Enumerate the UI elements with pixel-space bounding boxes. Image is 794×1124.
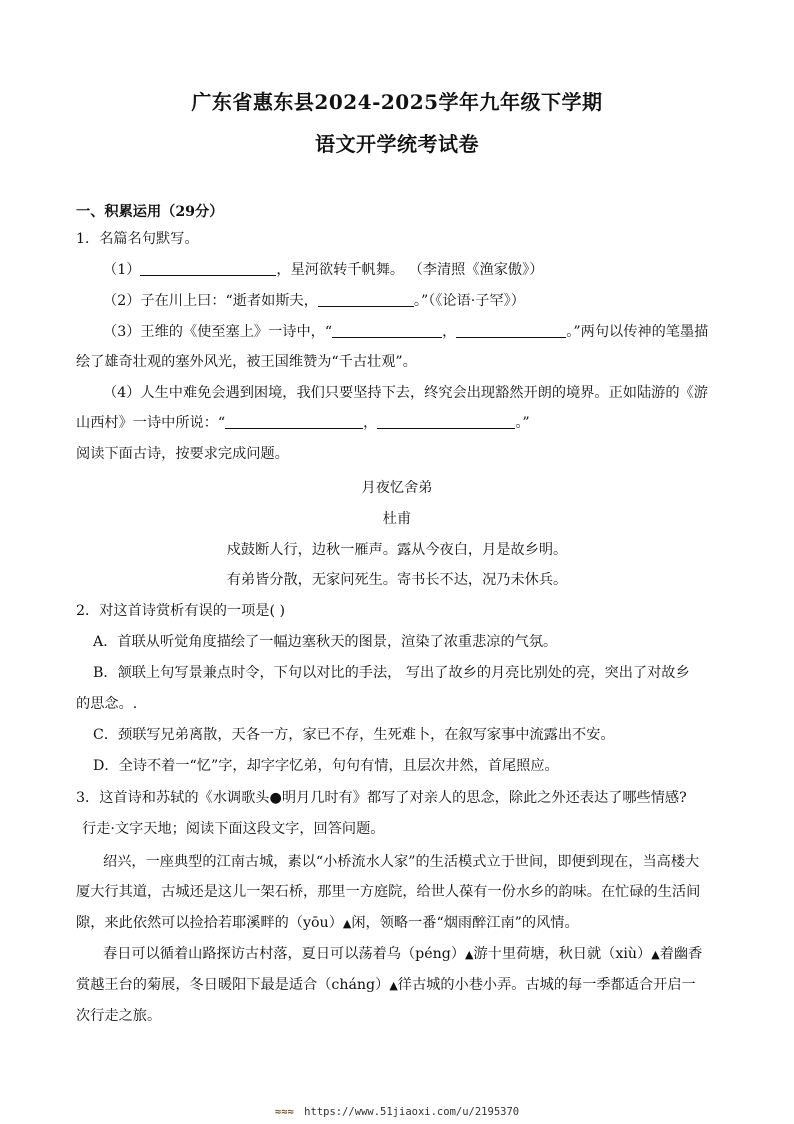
q2-stem: 2．对这首诗赏析有误的一项是( ) [76,603,286,619]
passage-para1-line3 [76,913,579,934]
passage-para2-line1-a: 春日可以循着山路探访古村落，夏日可以荡着乌（péng） [103,946,466,962]
exam-title-line1: 广东省惠东县2024-2025学年九年级下学期 [191,90,603,114]
passage-para1-line3-pre: 隙，来此依然可以捡拾若耶溪畔的（yōu） [76,915,343,931]
q1-part4-prefix: 山西村》一诗中所说：“ [76,415,226,431]
q1-part4-blank1[interactable] [225,414,363,429]
q1-part3-mid: ， [442,324,457,340]
passage-para1-line3-post: 闲，领略一番“烟雨醉江南”的风情。 [351,915,579,931]
passage-para2-line2 [76,975,696,996]
q1-part2 [103,291,525,311]
q1-part2-suffix: 。”（《论语·子罕》） [413,293,525,309]
q2-option-d[interactable]: D．全诗不着一“忆”字，却字字忆弟，句句有情，且层次井然，首尾照应。 [93,758,559,774]
q1-part3-continued: 绘了雄奇壮观的塞外风光，被王国维赞为“千古壮观”。 [76,354,417,370]
section1-header: 一、积累运用（29分） [76,204,224,220]
q1-part1-blank[interactable] [140,261,276,276]
q1-part2-prefix: （2）子在川上曰：“逝者如斯夫， [103,293,318,309]
q3-stem: 3．这首诗和苏轼的《水调歌头●明月几时有》都写了对亲人的思念，除此之外还表达了哪些情感? [76,790,687,806]
answer-blank-marker[interactable]: ▲ [651,948,660,961]
passage-para2-line1-c: 着幽香 [659,946,703,962]
passage-para2-line2-b: 徉古城的小巷小弄。古城的每一季都适合开启一 [397,977,696,993]
poem-title: 月夜忆舍弟 [361,480,433,496]
passage-para2-line1-b: 游十里荷塘，秋日就（xiù） [473,946,652,962]
answer-blank-marker[interactable]: ▲ [342,917,352,930]
q1-part4-line2 [76,413,530,433]
q1-part2-blank[interactable] [318,292,414,307]
q1-part4-blank2[interactable] [377,414,515,429]
answer-blank-marker[interactable]: ▲ [465,948,474,961]
passage-para2-line3: 次行走之旅。 [76,1008,162,1024]
passage-para1-line2: 厦大行其道，古城还是这儿一架石桥，那里一方庭院，给世人葆有一份水乡的韵味。在忙碌的生活间 [76,884,701,900]
site-logo: ≈≈≈ [274,1106,294,1118]
q1-part4-line1: （4）人生中难免会遇到困境，我们只要坚持下去，终究会出现豁然开朗的境界。正如陆游的《游 [103,385,708,401]
passage-para2-line2-a: 赏越王台的菊展，冬日暖阳下最是适合（cháng） [76,977,390,993]
passage-para2-line1 [103,944,702,965]
q1-stem: 1．名篇名句默写。 [76,231,199,247]
poem-line2: 有弟皆分散，无家问死生。寄书长不达，况乃未休兵。 [226,572,568,588]
q1-part1-prefix: （1） [103,262,141,278]
q1-part4-mid: ， [363,415,378,431]
reading-intro: 行走·文字天地；阅读下面这段文字，回答问题。 [82,821,385,837]
q2-option-b-continued: 的思念。. [76,696,138,712]
q1-part3-prefix: （3）王维的《使至塞上》一诗中，“ [103,324,333,340]
poem-line1: 戍鼓断人行，边秋一雁声。露从今夜白，月是故乡明。 [226,542,568,558]
poem-author: 杜甫 [382,511,412,527]
page-footer [0,1106,794,1118]
q1-part3-blank2[interactable] [456,323,566,338]
footer-url-link[interactable]: https://www.51jiaoxi.com/u/2195370 [304,1106,520,1118]
q1-part3 [103,322,708,342]
q1-part3-suffix: 。”两句以传神的笔墨描 [566,324,709,340]
passage-para1-line1: 绍兴，一座典型的江南古城，素以“小桥流水人家”的生活模式立于世间，即便到现在，当高楼大 [103,854,700,870]
q1-part3-blank1[interactable] [332,323,442,338]
poem-intro: 阅读下面古诗，按要求完成问题。 [76,446,289,462]
q2-option-c[interactable]: C．颈联写兄弟离散，天各一方，家已不存，生死难卜，在叙写家事中流露出不安。 [93,727,615,743]
q1-part1 [103,260,543,280]
q2-option-b[interactable]: B．颔联上句写景兼点时令，下句以对比的手法， 写出了故乡的月亮比别处的亮，突出了对故乡 [93,665,690,681]
answer-blank-marker[interactable]: ▲ [389,979,398,992]
q1-part4-suffix: 。” [515,415,530,431]
q2-option-a[interactable]: A．首联从听觉角度描绘了一幅边塞秋天的图景，渲染了浓重悲凉的气氛。 [93,634,558,650]
exam-title-line2: 语文开学统考试卷 [315,132,479,156]
q1-part1-suffix: ，星河欲转千帆舞。 （李清照《渔家傲》） [276,262,544,278]
